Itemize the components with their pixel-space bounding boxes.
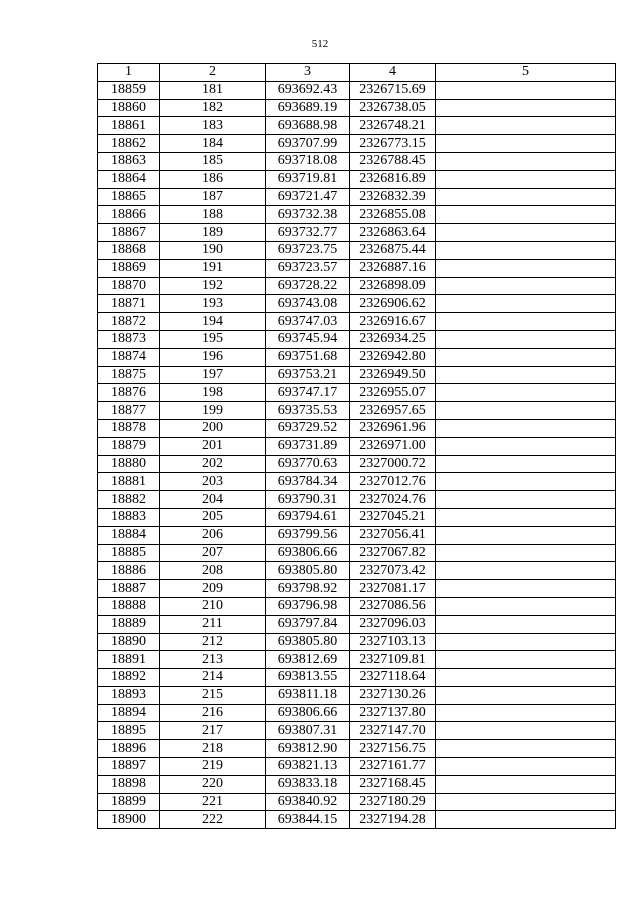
table-cell: [436, 580, 616, 598]
table-cell: 18866: [98, 206, 160, 224]
table-cell: 18888: [98, 597, 160, 615]
table-cell: 2327086.56: [350, 597, 436, 615]
table-cell: 2327180.29: [350, 793, 436, 811]
table-cell: 693796.98: [266, 597, 350, 615]
table-cell: 199: [160, 402, 266, 420]
table-cell: 693805.80: [266, 562, 350, 580]
table-cell: 200: [160, 419, 266, 437]
table-cell: 2327012.76: [350, 473, 436, 491]
table-cell: 18891: [98, 651, 160, 669]
table-cell: [436, 206, 616, 224]
table-cell: 2326773.15: [350, 135, 436, 153]
table-cell: [436, 793, 616, 811]
table-row: [98, 295, 616, 313]
table-cell: [436, 348, 616, 366]
table-row: [98, 811, 616, 829]
table-cell: 18880: [98, 455, 160, 473]
table-cell: 693751.68: [266, 348, 350, 366]
table-cell: [436, 366, 616, 384]
table-cell: 210: [160, 597, 266, 615]
table-cell: 2327147.70: [350, 722, 436, 740]
table-row: [98, 526, 616, 544]
table-cell: 205: [160, 508, 266, 526]
table-cell: 693747.03: [266, 313, 350, 331]
table-cell: 2326715.69: [350, 81, 436, 99]
table-cell: 693805.80: [266, 633, 350, 651]
table-cell: [436, 152, 616, 170]
table-row: [98, 722, 616, 740]
table-cell: 2326971.00: [350, 437, 436, 455]
table-cell: 213: [160, 651, 266, 669]
table-row: [98, 651, 616, 669]
table-cell: 693794.61: [266, 508, 350, 526]
table-cell: 2326942.80: [350, 348, 436, 366]
table-cell: 2327081.17: [350, 580, 436, 598]
table-cell: 211: [160, 615, 266, 633]
table-cell: 18885: [98, 544, 160, 562]
table-cell: 693806.66: [266, 544, 350, 562]
table-cell: 214: [160, 669, 266, 687]
table-row: [98, 402, 616, 420]
table-cell: 18876: [98, 384, 160, 402]
table-cell: 18890: [98, 633, 160, 651]
table-cell: 18887: [98, 580, 160, 598]
table-row: [98, 330, 616, 348]
table-cell: 18896: [98, 740, 160, 758]
table-cell: 2327194.28: [350, 811, 436, 829]
table-cell: 18883: [98, 508, 160, 526]
table-cell: 693797.84: [266, 615, 350, 633]
column-header: 5: [436, 64, 616, 82]
table-cell: 2326863.64: [350, 224, 436, 242]
table-cell: 2326957.65: [350, 402, 436, 420]
table-row: [98, 704, 616, 722]
table-cell: 18863: [98, 152, 160, 170]
table-cell: 183: [160, 117, 266, 135]
table-cell: 18872: [98, 313, 160, 331]
table-cell: 2327024.76: [350, 491, 436, 509]
table-cell: [436, 419, 616, 437]
table-cell: 693770.63: [266, 455, 350, 473]
table-cell: [436, 597, 616, 615]
table-cell: [436, 633, 616, 651]
table-cell: 209: [160, 580, 266, 598]
table-cell: 693812.69: [266, 651, 350, 669]
table-cell: 18865: [98, 188, 160, 206]
table-cell: 2326875.44: [350, 241, 436, 259]
table-cell: [436, 437, 616, 455]
table-cell: 186: [160, 170, 266, 188]
table-cell: 206: [160, 526, 266, 544]
table-cell: [436, 99, 616, 117]
table-cell: 693798.92: [266, 580, 350, 598]
table-cell: 693806.66: [266, 704, 350, 722]
table-cell: 197: [160, 366, 266, 384]
table-cell: 201: [160, 437, 266, 455]
table-row: [98, 188, 616, 206]
table-cell: 185: [160, 152, 266, 170]
table-row: [98, 170, 616, 188]
table-cell: 693732.77: [266, 224, 350, 242]
table-cell: [436, 241, 616, 259]
table-cell: 18897: [98, 758, 160, 776]
table-cell: 196: [160, 348, 266, 366]
table-cell: 2327096.03: [350, 615, 436, 633]
table-cell: 18871: [98, 295, 160, 313]
table-cell: 2326961.96: [350, 419, 436, 437]
table-cell: [436, 170, 616, 188]
table-cell: 2327137.80: [350, 704, 436, 722]
table-row: [98, 508, 616, 526]
table-cell: 2327109.81: [350, 651, 436, 669]
table-cell: 184: [160, 135, 266, 153]
table-cell: 18859: [98, 81, 160, 99]
table-row: [98, 384, 616, 402]
table-cell: 2326906.62: [350, 295, 436, 313]
table-cell: 693735.53: [266, 402, 350, 420]
table-cell: [436, 455, 616, 473]
table-cell: [436, 330, 616, 348]
table-cell: 2327103.13: [350, 633, 436, 651]
table-cell: 204: [160, 491, 266, 509]
table-cell: 217: [160, 722, 266, 740]
table-cell: 18879: [98, 437, 160, 455]
table-header: [98, 64, 616, 82]
table-cell: 2327156.75: [350, 740, 436, 758]
table-row: [98, 348, 616, 366]
table-row: [98, 241, 616, 259]
table-cell: 18889: [98, 615, 160, 633]
table-cell: 693692.43: [266, 81, 350, 99]
table-cell: 2326738.05: [350, 99, 436, 117]
table-cell: 18886: [98, 562, 160, 580]
table-cell: 18860: [98, 99, 160, 117]
table-row: [98, 473, 616, 491]
table-cell: 2326949.50: [350, 366, 436, 384]
table-cell: [436, 508, 616, 526]
table-cell: 693811.18: [266, 686, 350, 704]
table-cell: [436, 313, 616, 331]
table-cell: 693729.52: [266, 419, 350, 437]
table-cell: 2327067.82: [350, 544, 436, 562]
table-row: [98, 224, 616, 242]
table-cell: 18864: [98, 170, 160, 188]
table-row: [98, 437, 616, 455]
table-cell: 693784.34: [266, 473, 350, 491]
table-cell: 693833.18: [266, 775, 350, 793]
table-cell: 2327056.41: [350, 526, 436, 544]
column-header: 2: [160, 64, 266, 82]
table-row: [98, 544, 616, 562]
table-cell: 693707.99: [266, 135, 350, 153]
table-cell: 195: [160, 330, 266, 348]
table-cell: 194: [160, 313, 266, 331]
table-cell: 220: [160, 775, 266, 793]
table-cell: 208: [160, 562, 266, 580]
table-row: [98, 99, 616, 117]
column-header: 4: [350, 64, 436, 82]
table-cell: 18892: [98, 669, 160, 687]
table-cell: 189: [160, 224, 266, 242]
table-cell: 215: [160, 686, 266, 704]
table-row: [98, 633, 616, 651]
table-cell: [436, 277, 616, 295]
column-header: 3: [266, 64, 350, 82]
table-cell: [436, 491, 616, 509]
table-cell: 18878: [98, 419, 160, 437]
table-cell: [436, 473, 616, 491]
table-cell: 190: [160, 241, 266, 259]
table-cell: 693844.15: [266, 811, 350, 829]
table-cell: 693732.38: [266, 206, 350, 224]
table-cell: 2326898.09: [350, 277, 436, 295]
table-cell: 2326816.89: [350, 170, 436, 188]
table-cell: 18898: [98, 775, 160, 793]
table-cell: 693747.17: [266, 384, 350, 402]
table-row: [98, 277, 616, 295]
table-cell: [436, 651, 616, 669]
table-row: [98, 775, 616, 793]
table-cell: 2327168.45: [350, 775, 436, 793]
table-cell: 693753.21: [266, 366, 350, 384]
page-number: 512: [311, 38, 329, 50]
table-cell: 18868: [98, 241, 160, 259]
table-cell: 218: [160, 740, 266, 758]
table-cell: 693721.47: [266, 188, 350, 206]
table-cell: 693723.57: [266, 259, 350, 277]
table-cell: 2326916.67: [350, 313, 436, 331]
table-cell: 18875: [98, 366, 160, 384]
table-cell: 693731.89: [266, 437, 350, 455]
table-row: [98, 491, 616, 509]
table-row: [98, 81, 616, 99]
table-row: [98, 313, 616, 331]
table-row: [98, 669, 616, 687]
table-cell: 693743.08: [266, 295, 350, 313]
table-cell: 202: [160, 455, 266, 473]
coordinates-table: [97, 63, 616, 829]
table-cell: 219: [160, 758, 266, 776]
table-cell: 221: [160, 793, 266, 811]
table-cell: 191: [160, 259, 266, 277]
table-cell: 2326934.25: [350, 330, 436, 348]
table-cell: 18893: [98, 686, 160, 704]
table-cell: 693689.19: [266, 99, 350, 117]
table-cell: 18867: [98, 224, 160, 242]
table-cell: [436, 740, 616, 758]
table-cell: 2326788.45: [350, 152, 436, 170]
table-cell: 18862: [98, 135, 160, 153]
table-cell: [436, 526, 616, 544]
table-cell: 181: [160, 81, 266, 99]
table-cell: 693799.56: [266, 526, 350, 544]
header-row: [98, 64, 616, 82]
table-cell: 18894: [98, 704, 160, 722]
table-cell: 693790.31: [266, 491, 350, 509]
column-header: 1: [98, 64, 160, 82]
table-row: [98, 580, 616, 598]
table-cell: 693807.31: [266, 722, 350, 740]
table-row: [98, 206, 616, 224]
table-cell: 18884: [98, 526, 160, 544]
table-cell: [436, 562, 616, 580]
table-cell: 2327161.77: [350, 758, 436, 776]
table-cell: [436, 704, 616, 722]
table-cell: [436, 544, 616, 562]
table-cell: 18869: [98, 259, 160, 277]
table-cell: [436, 81, 616, 99]
table-cell: 18881: [98, 473, 160, 491]
table-cell: [436, 295, 616, 313]
table-cell: 2327118.64: [350, 669, 436, 687]
table-row: [98, 686, 616, 704]
table-row: [98, 597, 616, 615]
table-cell: 193: [160, 295, 266, 313]
table-cell: 203: [160, 473, 266, 491]
table-row: [98, 455, 616, 473]
table-cell: 693723.75: [266, 241, 350, 259]
table-cell: 693840.92: [266, 793, 350, 811]
table-cell: 222: [160, 811, 266, 829]
table-cell: 693812.90: [266, 740, 350, 758]
table-row: [98, 740, 616, 758]
table-cell: 693813.55: [266, 669, 350, 687]
table-cell: 192: [160, 277, 266, 295]
table-row: [98, 758, 616, 776]
table-cell: 693745.94: [266, 330, 350, 348]
table-cell: 2326955.07: [350, 384, 436, 402]
table-cell: 2327073.42: [350, 562, 436, 580]
table-cell: 2327000.72: [350, 455, 436, 473]
table-row: [98, 117, 616, 135]
table-cell: [436, 722, 616, 740]
table-cell: 18874: [98, 348, 160, 366]
table-cell: 2326832.39: [350, 188, 436, 206]
table-cell: [436, 259, 616, 277]
table-cell: 2326887.16: [350, 259, 436, 277]
table-row: [98, 135, 616, 153]
table-cell: [436, 384, 616, 402]
table-cell: [436, 117, 616, 135]
table-cell: [436, 615, 616, 633]
table-cell: 18873: [98, 330, 160, 348]
table-cell: [436, 224, 616, 242]
table-cell: 216: [160, 704, 266, 722]
table-row: [98, 152, 616, 170]
table-cell: 18861: [98, 117, 160, 135]
table-cell: 18870: [98, 277, 160, 295]
table-cell: 188: [160, 206, 266, 224]
table-cell: [436, 811, 616, 829]
table-cell: 18900: [98, 811, 160, 829]
table-cell: 693821.13: [266, 758, 350, 776]
table-row: [98, 562, 616, 580]
table-cell: 2326748.21: [350, 117, 436, 135]
table-cell: 182: [160, 99, 266, 117]
table-row: [98, 259, 616, 277]
table-cell: 18882: [98, 491, 160, 509]
table-cell: 198: [160, 384, 266, 402]
table-cell: 693718.08: [266, 152, 350, 170]
table-row: [98, 615, 616, 633]
table-cell: [436, 686, 616, 704]
table-cell: [436, 188, 616, 206]
table-row: [98, 366, 616, 384]
table-cell: 2326855.08: [350, 206, 436, 224]
table-cell: [436, 402, 616, 420]
table-row: [98, 419, 616, 437]
table-cell: 693688.98: [266, 117, 350, 135]
table-cell: 2327130.26: [350, 686, 436, 704]
table-row: [98, 793, 616, 811]
table-cell: [436, 135, 616, 153]
table-cell: 18895: [98, 722, 160, 740]
table-cell: 693728.22: [266, 277, 350, 295]
table-cell: 18877: [98, 402, 160, 420]
table-cell: 18899: [98, 793, 160, 811]
table-cell: 693719.81: [266, 170, 350, 188]
table-cell: 212: [160, 633, 266, 651]
table-cell: [436, 669, 616, 687]
table-cell: [436, 775, 616, 793]
table-cell: 2327045.21: [350, 508, 436, 526]
table-cell: [436, 758, 616, 776]
table-body: [98, 81, 616, 828]
table-cell: 207: [160, 544, 266, 562]
table-cell: 187: [160, 188, 266, 206]
